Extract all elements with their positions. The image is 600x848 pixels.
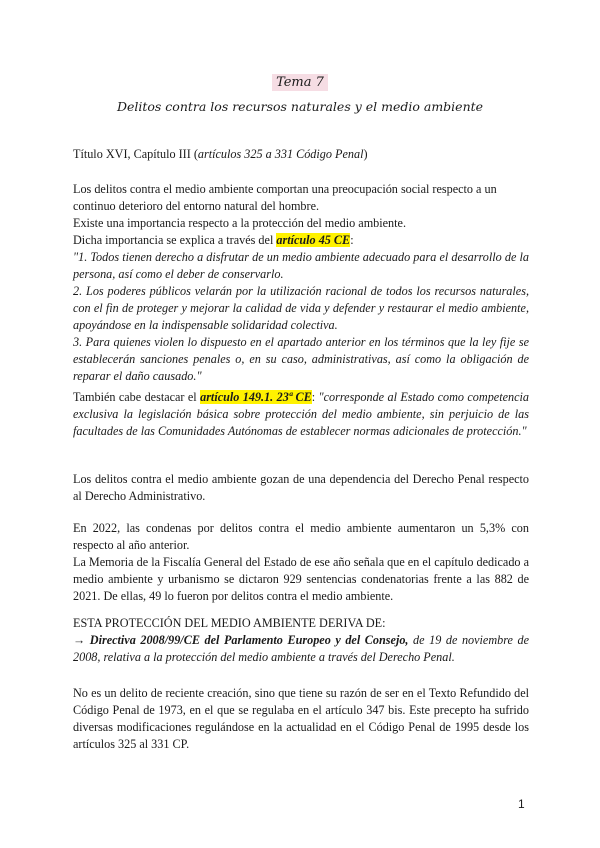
directiva-text <box>73 632 529 666</box>
dependencia-paragraph <box>73 471 529 505</box>
directiva-title: Directiva 2008/99/CE del Parlamento Europeo y del Consejo, <box>89 633 409 647</box>
page-number: 1 <box>518 797 525 811</box>
directiva-section <box>73 615 529 666</box>
intro-p3-post: : <box>350 233 354 247</box>
intro-p3 <box>73 232 529 249</box>
historia-text: No es un delito de reciente creación, sino que tiene su razón de ser en el Texto Refundido del Código Penal de 1973, en el que se regulaba en el artículo 347 bis. Este precepto ha sufrido diversas modificaciones regulándose en la actualidad en el Código Penal de 1995 desde los artículos 325 al 331 CP. <box>73 686 529 751</box>
directiva-heading: ESTA PROTECCIÓN DEL MEDIO AMBIENTE DERIVA DE: <box>73 616 386 630</box>
art149-pre: También cabe destacar el <box>73 390 201 404</box>
art45-q1: "1. Todos tienen derecho a disfrutar de un medio ambiente adecuado para el desarrollo de la persona, así como el deber de conservarlo. <box>73 250 529 281</box>
art45-q3: 3. Para quienes violen lo dispuesto en el apartado anterior en los términos que la ley fije se establecerán sanciones penales o, en su caso, administrativas, así como la obligación de reparar el daño causado." <box>73 335 529 383</box>
stats-p2: La Memoria de la Fiscalía General del Estado de ese año señala que en el capítulo dedicado a medio ambiente y urbanismo se dictaron 929 sentencias condenatorias frente a las 882 de 2021. De ellas, 49 lo fueron por delitos contra el medio ambiente. <box>73 555 529 603</box>
titulo-ref: artículos 325 a 331 Código Penal <box>197 147 364 161</box>
stats-p1: En 2022, las condenas por delitos contra el medio ambiente aumentaron un 5,3% con respecto al año anterior. <box>73 521 529 552</box>
highlight-articulo-149: artículo 149.1. 23ª CE <box>200 390 312 404</box>
directiva-arrow: → <box>73 633 90 647</box>
articulo-45-quote <box>73 249 529 385</box>
dependencia-text: Los delitos contra el medio ambiente gozan de una dependencia del Derecho Penal respecto al Derecho Administrativo. <box>73 472 529 503</box>
intro-p1: Los delitos contra el medio ambiente comportan una preocupación social respecto a un continuo deterioro del entorno natural del hombre. <box>73 182 497 213</box>
intro-p3-pre: Dicha importancia se explica a través del <box>73 233 277 247</box>
tema-title <box>0 75 600 90</box>
articulo-149-section <box>73 389 529 440</box>
titulo-main: Título XVI, Capítulo III ( <box>73 147 198 161</box>
titulo-line <box>73 146 529 163</box>
intro-p2: Existe una importancia respecto a la protección del medio ambiente. <box>73 216 406 230</box>
art149-mid: : <box>311 390 319 404</box>
historia-paragraph <box>73 685 529 753</box>
art149-quote: "corresponde al Estado como competencia exclusiva la legislación básica sobre protección del medio ambiente, sin perjuicio de las facultades de las Comunidades Autónomas de establecer normas adicionales de protección." <box>73 390 529 438</box>
stats-section <box>73 520 529 605</box>
subtitle: Delitos contra los recursos naturales y el medio ambiente <box>116 99 484 114</box>
highlight-articulo-45: artículo 45 CE <box>276 233 351 247</box>
art45-q2: 2. Los poderes públicos velarán por la utilización racional de todos los recursos naturales, con el fin de proteger y mejorar la calidad de vida y defender y restaurar el medio ambiente, apoyándose en la indispensable solidaridad colectiva. <box>73 284 529 332</box>
titulo-close: ) <box>363 147 368 161</box>
tema-label: Tema 7 <box>272 74 328 91</box>
directiva-rest: de 19 de noviembre de 2008, relativa a la protección del medio ambiente a través del Derecho Penal. <box>73 633 530 664</box>
intro-section <box>73 181 529 385</box>
